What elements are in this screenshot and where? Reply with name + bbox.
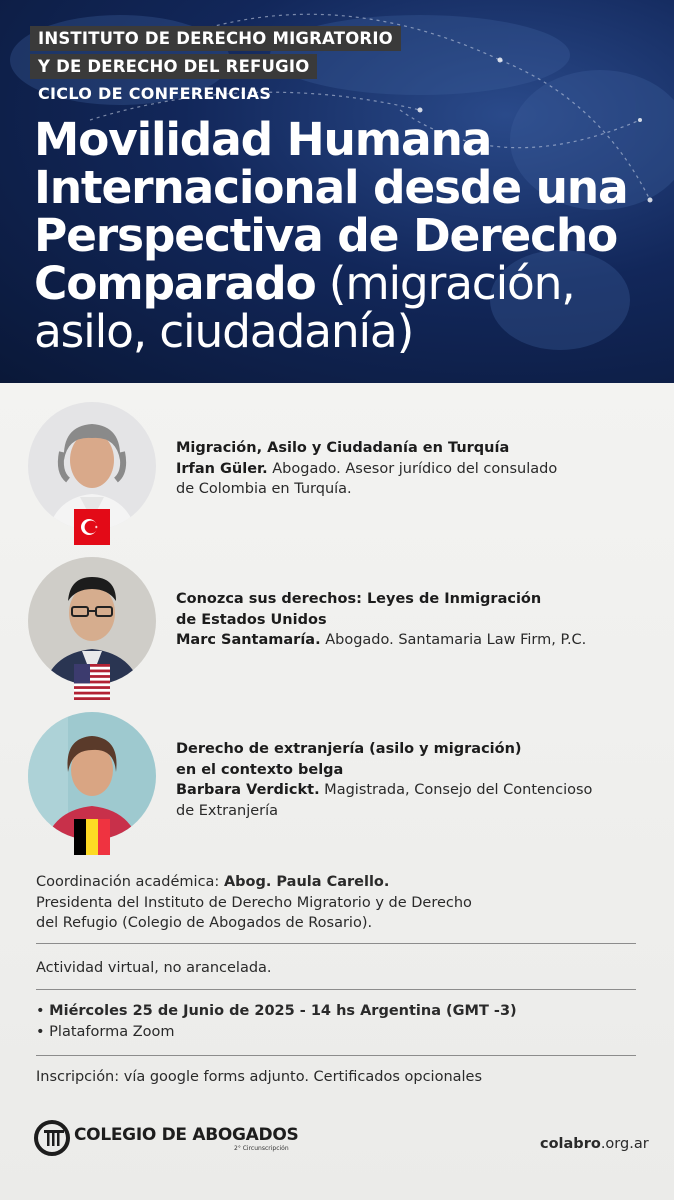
columns-logo-icon (34, 1120, 70, 1156)
speaker-card (28, 712, 648, 862)
title-line: Movilidad Humana (34, 113, 492, 166)
cycle-label: CICLO DE CONFERENCIAS (38, 84, 272, 103)
header-banner (0, 0, 674, 383)
speaker-topic: Derecho de extranjería (asilo y migración) (176, 741, 522, 757)
event-title (34, 113, 674, 358)
speaker-name: Irfan Güler. (176, 460, 268, 477)
speaker-topic: en el contexto belga (176, 761, 344, 778)
title-light: (migración, (315, 257, 575, 310)
website-link[interactable] (540, 1136, 649, 1152)
logo-text: COLEGIO DE ABOGADOS (74, 1125, 299, 1145)
coordinator-name: Abog. Paula Carello. (223, 874, 390, 890)
bullet: • (36, 1003, 45, 1019)
activity-note: Actividad virtual, no arancelada. (36, 960, 272, 976)
logo-subtitle: 2° Circunscripción (234, 1145, 289, 1152)
turkey-flag-icon (74, 509, 110, 545)
schedule-block (36, 1001, 636, 1042)
speaker-topic: Conozca sus derechos: Leyes de Inmigración (176, 591, 542, 607)
divider (36, 989, 636, 990)
belgium-flag-icon (74, 819, 110, 855)
title-bold: Comparado (34, 257, 316, 310)
speaker-name: Marc Santamaría. (176, 632, 321, 648)
site-rest: .org.ar (600, 1136, 649, 1152)
speaker-role: Abogado. Asesor jurídico del consulado (267, 460, 558, 477)
site-bold: colabro (540, 1136, 601, 1152)
divider (36, 1055, 636, 1056)
event-platform: Plataforma Zoom (49, 1023, 175, 1040)
institute-tag-line1: INSTITUTO DE DERECHO MIGRATORIO (30, 26, 401, 51)
colegio-logo (34, 1120, 299, 1158)
coordination-line: del Refugio (Colegio de Abogados de Rosario). (36, 915, 373, 931)
speaker-role: Abogado. Santamaria Law Firm, P.C. (320, 632, 587, 648)
title-line: asilo, ciudadanía) (34, 305, 414, 358)
coordination-line: Presidenta del Instituto de Derecho Migratorio y de Derecho (36, 894, 472, 911)
title-line (34, 257, 674, 310)
speaker-topic: Migración, Asilo y Ciudadanía en Turquía (176, 440, 510, 456)
coordination-label: Coordinación académica: (36, 874, 224, 890)
speaker-name: Barbara Verdickt. (176, 782, 320, 798)
coordination-block (36, 872, 636, 934)
title-line: Internacional desde una (34, 161, 628, 214)
registration-note: Inscripción: vía google forms adjunto. Certificados opcionales (36, 1069, 483, 1085)
speaker-card (28, 557, 648, 707)
usa-flag-icon (74, 664, 110, 700)
event-date: Miércoles 25 de Junio de 2025 - 14 hs Argentina (GMT -3) (49, 1003, 517, 1019)
speaker-role: de Extranjería (176, 802, 279, 819)
institute-tag-line2: Y DE DERECHO DEL REFUGIO (30, 54, 317, 79)
speaker-text (176, 438, 646, 500)
speaker-role: de Colombia en Turquía. (176, 481, 352, 497)
speaker-topic: de Estados Unidos (176, 611, 327, 628)
title-line: Perspectiva de Derecho (34, 209, 618, 262)
divider (36, 943, 636, 944)
speaker-card (28, 402, 648, 552)
bullet: • (36, 1023, 45, 1040)
speaker-text (176, 739, 646, 821)
speaker-text (176, 589, 646, 651)
speaker-role: Magistrada, Consejo del Contencioso (319, 782, 593, 798)
